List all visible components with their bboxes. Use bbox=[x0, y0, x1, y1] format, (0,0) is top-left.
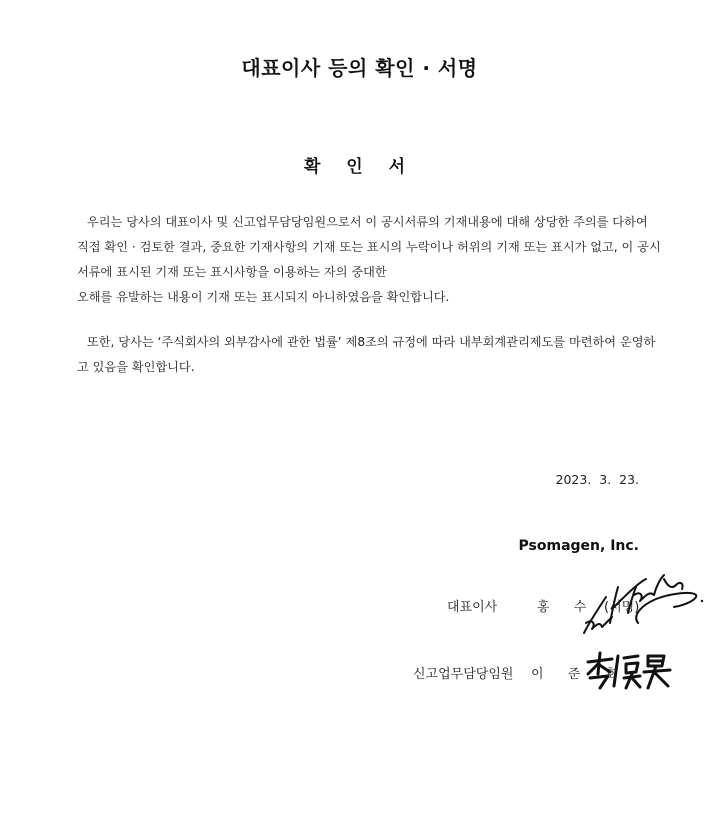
paragraph-line: 오해를 유발하는 내용이 기재 또는 표시되지 아니하였음을 확인합니다. bbox=[77, 290, 450, 304]
ceo-role: 대표이사 bbox=[447, 600, 498, 615]
company-name: Psomagen, Inc. bbox=[518, 538, 639, 554]
sign-label: (서명) bbox=[604, 600, 640, 615]
paragraph-line: 직접 확인 · 검토한 결과, 중요한 기재사항의 기재 또는 표시의 누락이나 허위의 기재 또는 표시가 없고, 이 공시 bbox=[77, 240, 661, 254]
cfo-handwritten-signature bbox=[582, 650, 682, 692]
document-date: 2023. 3. 23. bbox=[555, 472, 639, 487]
paragraph-line: 고 있음을 확인합니다. bbox=[77, 360, 195, 374]
ceo-name: 홍 수 bbox=[537, 600, 597, 615]
ceo-signature-row bbox=[447, 596, 596, 615]
page-title: 대표이사 등의 확인 · 서명 bbox=[241, 56, 478, 80]
document-heading: 확 인 서 bbox=[303, 157, 416, 177]
paragraph-line: 또한, 당사는 ‘주식회사의 외부감사에 관한 법률’ 제8조의 규정에 따라 내부회계관리제도를 마련하여 운영하 bbox=[87, 335, 656, 349]
confirmation-paragraph bbox=[77, 210, 661, 310]
paragraph-line: 서류에 표시된 기재 또는 표시사항을 이용하는 자의 중대한 bbox=[77, 265, 387, 279]
internal-control-paragraph bbox=[77, 330, 656, 380]
paragraph-line: 우리는 당사의 대표이사 및 신고업무담당임원으로서 이 공시서류의 기재내용에 대해 상당한 주의를 다하여 bbox=[87, 215, 648, 229]
cfo-name: 이 준 호 bbox=[531, 667, 627, 682]
ceo-handwritten-signature bbox=[576, 565, 706, 640]
cfo-role: 신고업무담당임원 bbox=[413, 667, 514, 682]
